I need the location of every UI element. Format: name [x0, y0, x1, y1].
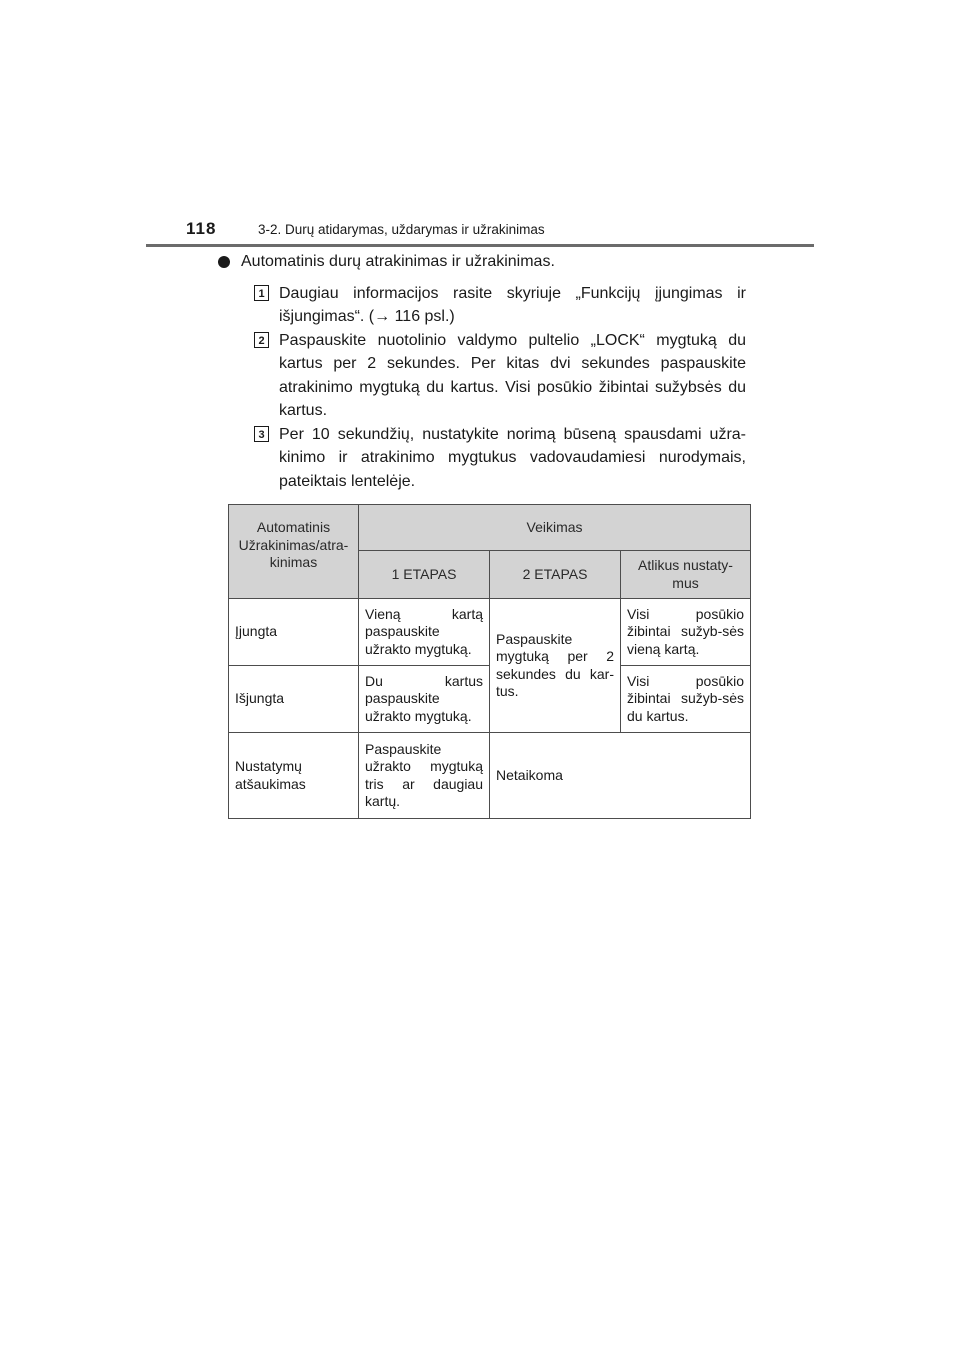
table-row [229, 733, 751, 819]
row-label: Nustatymų atšaukimas [229, 733, 359, 819]
table-row [229, 599, 751, 666]
step-number-badge: 1 [254, 285, 269, 301]
row-step-1: Vieną kartą paspauskite užrakto mygtuką. [359, 599, 490, 666]
page-number: 118 [186, 219, 217, 238]
header-operation: Veikimas [359, 505, 751, 551]
header-after-setting: Atlikus nustaty-mus [621, 551, 751, 599]
step-3 [254, 423, 746, 493]
row-label: Išjungta [229, 666, 359, 733]
row-label: Įjungta [229, 599, 359, 666]
step-1 [254, 282, 746, 329]
row-step-1: Paspauskite užrakto mygtuką tris ar daugiau kartų. [359, 733, 490, 819]
header-mode: Automatinis Užrakinimas/atra-kinimas [229, 505, 359, 599]
header-step-1: 1 ETAPAS [359, 551, 490, 599]
row-step-2-shared: Paspauskite mygtuką per 2 sekundes du kar-tus. [490, 599, 621, 733]
row-result: Netaikoma [490, 733, 751, 819]
settings-table [228, 504, 751, 819]
step-text: Daugiau informacijos rasite skyriuje „Funkcijų įjungimas ir išjungimas“. (→ 116 psl.) [279, 285, 746, 326]
section-heading [218, 253, 555, 271]
bullet-icon [218, 256, 230, 268]
row-result: Visi posūkio žibintai sužyb-sės vieną kartą. [621, 599, 751, 666]
section-title: 3-2. Durų atidarymas, uždarymas ir užrakinimas [258, 222, 545, 237]
row-result: Visi posūkio žibintai sužyb-sės du kartus. [621, 666, 751, 733]
step-number-badge: 2 [254, 332, 269, 348]
step-number-badge: 3 [254, 426, 269, 442]
step-text: Per 10 sekundžių, nustatykite norimą būseną spausdami užra-kinimo ir atrakinimo mygtukus vadovaudamiesi nurodymais, pateiktais lentelėje. [279, 426, 746, 490]
step-text: Paspauskite nuotolinio valdymo pultelio „LOCK“ mygtuką du kartus per 2 sekundes. Per kitas dvi sekundes paspauskite atrakinimo mygtuką du kartus. Visi posūkio žibintai sužybsės du kartus. [279, 332, 746, 419]
header-step-2: 2 ETAPAS [490, 551, 621, 599]
header-divider [146, 244, 814, 247]
row-step-1: Du kartus paspauskite užrakto mygtuką. [359, 666, 490, 733]
section-heading-text: Automatinis durų atrakinimas ir užrakinimas. [241, 253, 555, 270]
step-2 [254, 329, 746, 422]
